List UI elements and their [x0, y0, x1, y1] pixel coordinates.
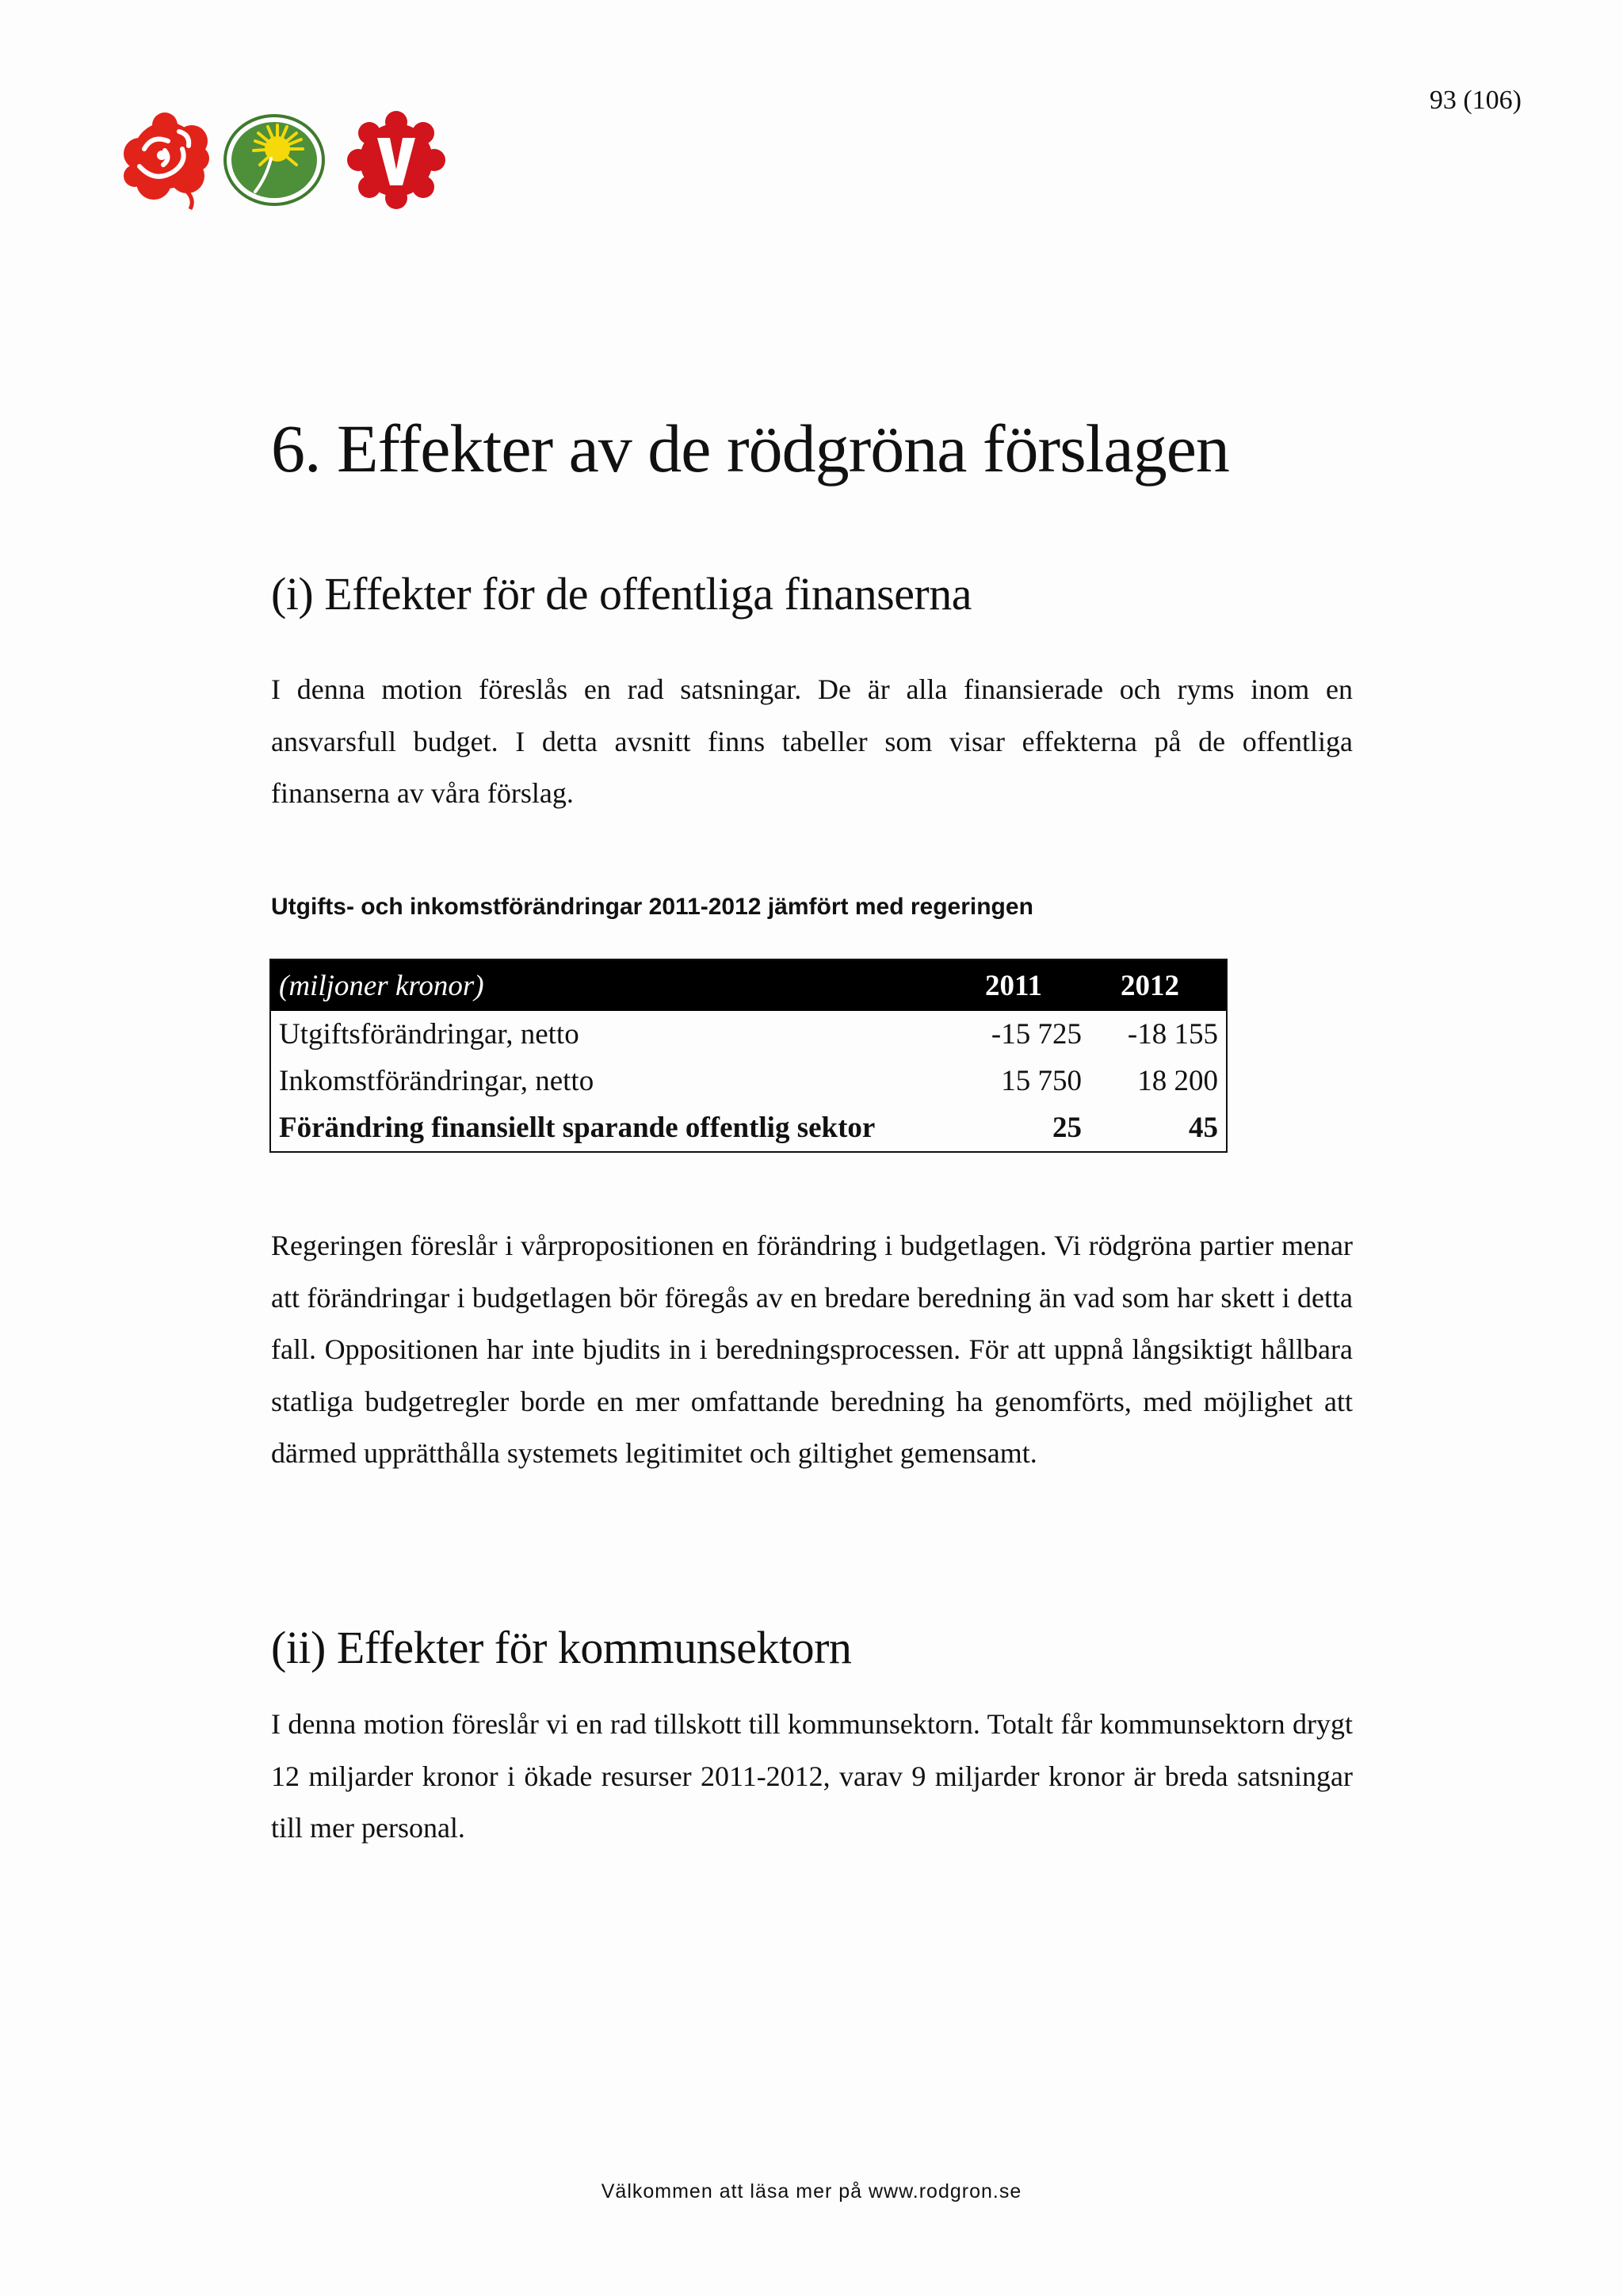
footer-text: Välkommen att läsa mer på www.rodgron.se: [601, 2180, 1022, 2203]
budget-table: [269, 959, 1228, 1153]
rose-logo: [116, 109, 217, 211]
intro-paragraph: I denna motion föreslås en rad satsningar. De är alla finansierade och ryms inom en ansvarsfull budget. I detta avsnitt finns tabeller som visar effekterna på de offentliga finanserna av våra förslag.: [271, 673, 1353, 809]
table-row: [271, 1011, 1226, 1058]
section-title-public-finances: (i) Effekter för de offentliga finanserna: [271, 568, 972, 620]
table-header-unit: (miljoner kronor): [279, 969, 484, 1002]
table-header-2012: 2012: [1121, 969, 1179, 1002]
row-value-2012: 18 200: [1137, 1065, 1218, 1097]
table-header-row: [271, 960, 1226, 1011]
row-value-2012: -18 155: [1127, 1018, 1218, 1051]
row-value-2011: 15 750: [1001, 1065, 1082, 1097]
table-caption: Utgifts- och inkomstförändringar 2011-2012 jämfört med regeringen: [271, 894, 1033, 920]
table-row: [271, 1058, 1226, 1104]
row-value-2012: 45: [1189, 1112, 1218, 1144]
section-title-municipal-sector: (ii) Effekter för kommunsektorn: [271, 1622, 852, 1673]
row-label: Förändring finansiellt sparande offentlig sektor: [279, 1112, 876, 1144]
row-value-2011: -15 725: [991, 1018, 1082, 1051]
v-logo: [346, 109, 447, 211]
row-value-2011: 25: [1052, 1112, 1082, 1144]
row-label: Utgiftsförändringar, netto: [279, 1018, 579, 1051]
table-header-2011: 2011: [985, 969, 1042, 1002]
row-label: Inkomstförändringar, netto: [279, 1065, 594, 1097]
table-total-row: [271, 1104, 1226, 1151]
page-number: 93 (106): [1429, 86, 1522, 115]
municipal-paragraph: I denna motion föreslår vi en rad tillskott till kommunsektorn. Totalt får kommunsektorn drygt 12 miljarder kronor i ökade resurser 2011-2012, varav 9 miljarder kronor är breda satsningar till mer personal.: [271, 1708, 1353, 1844]
chapter-title: 6. Effekter av de rödgröna förslagen: [271, 410, 1229, 486]
dandelion-logo: [223, 109, 325, 211]
budget-law-paragraph: Regeringen föreslår i vårpropositionen en förändring i budgetlagen. Vi rödgröna partier menar att förändringar i budgetlagen bör föregås av en bredare beredning än vad som har skett i detta fall. Oppositionen har inte bjudits in i beredningsprocessen. För att uppnå långsiktigt hållbara statliga budgetregler borde en mer omfattande beredning ha genomförts, med möjlighet att därmed upprätthålla systemets legitimitet och giltighet gemensamt.: [271, 1230, 1353, 1469]
